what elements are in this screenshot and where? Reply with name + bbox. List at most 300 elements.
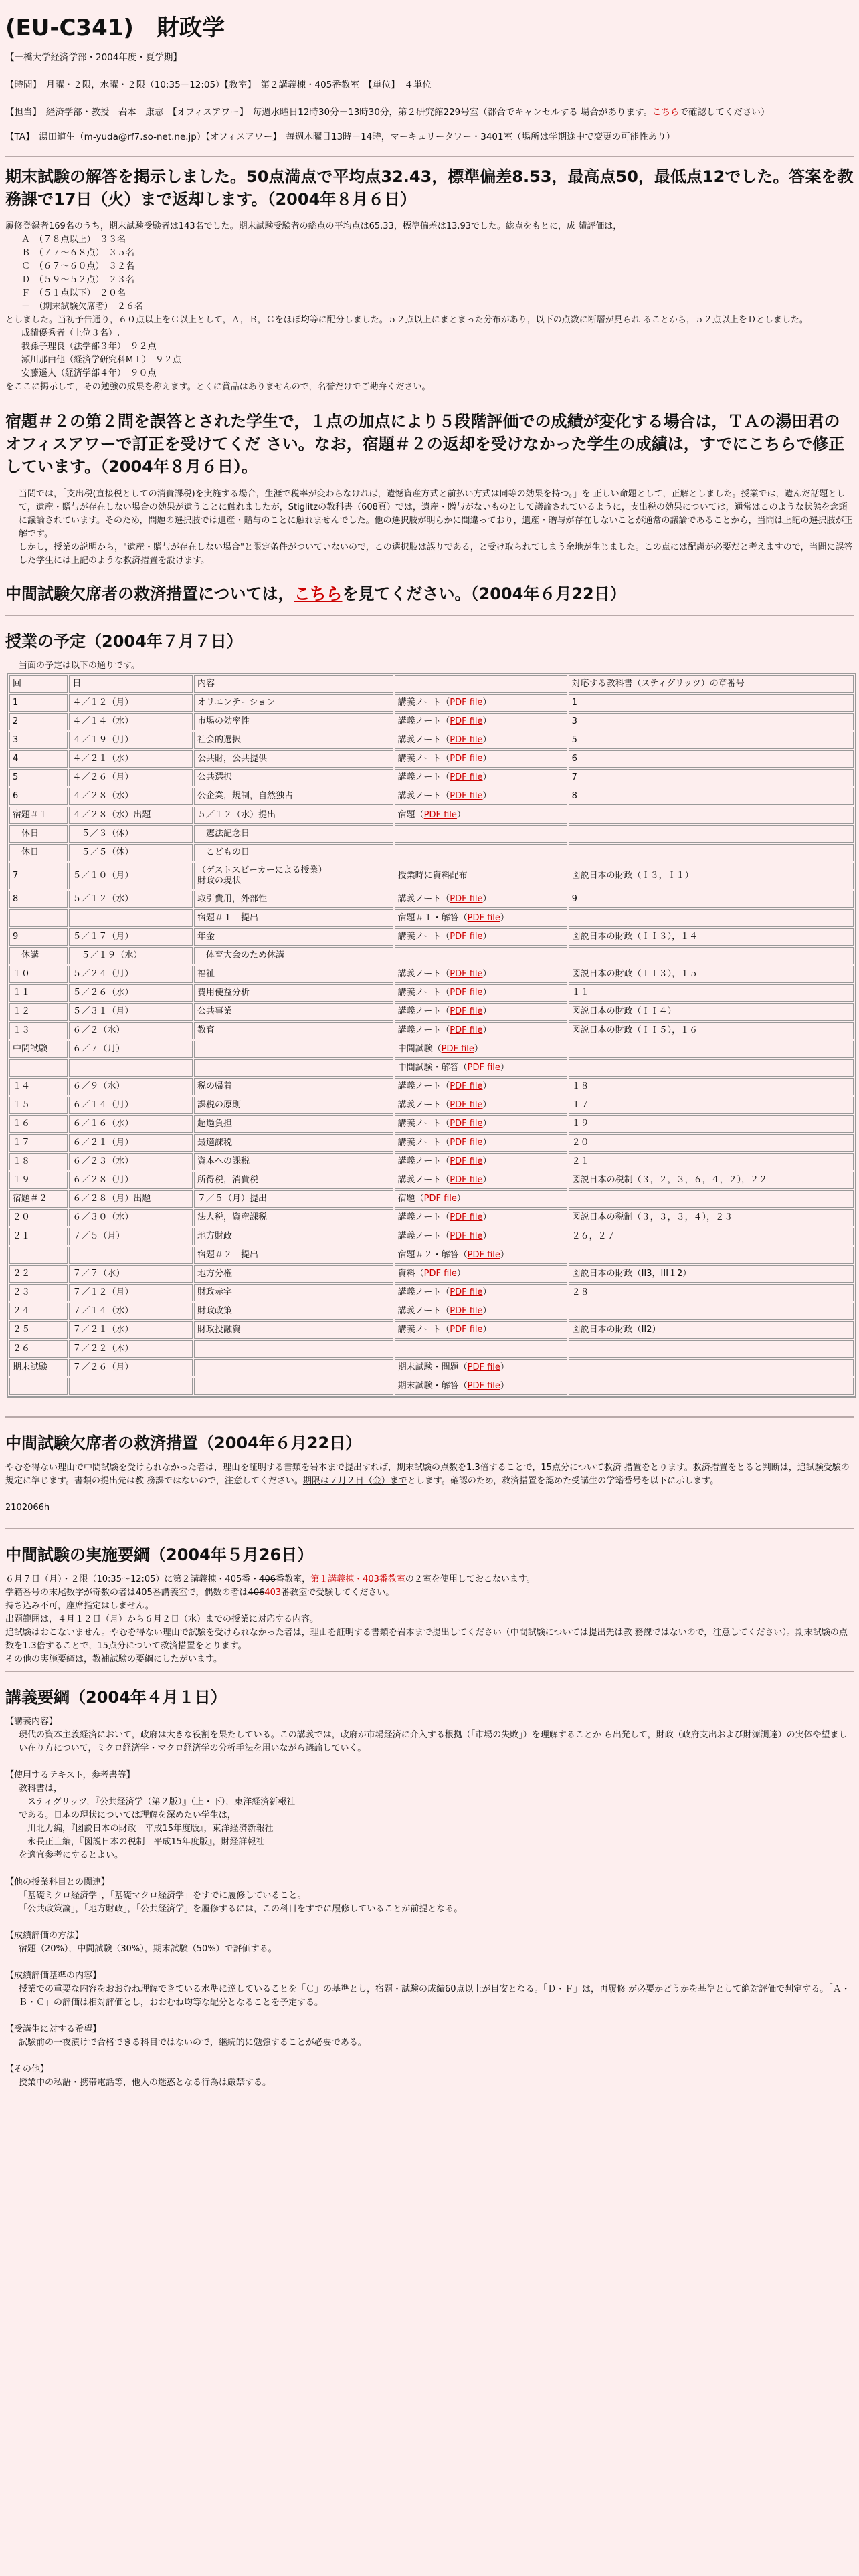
row-date-text: ６／２８（月）出題 <box>72 1194 151 1204</box>
final-notice-line: Ａ （７８点以上） ３３名 <box>21 235 126 245</box>
row-content <box>194 1041 393 1058</box>
row-material: 講義ノート（PDF file） <box>395 694 567 712</box>
row-material: 資料（PDF file） <box>395 1265 567 1283</box>
row-number <box>9 694 68 712</box>
row-date-text: ６／２１（月） <box>72 1138 134 1148</box>
table-row <box>9 947 854 964</box>
row-content <box>194 1303 393 1320</box>
row-material-text: 講義ノート <box>397 1231 442 1241</box>
row-number-text: １８ <box>13 1156 31 1166</box>
outline-block-line: 宿題（20%），中間試験（30%），期末試験（50%）で評価する。 <box>19 1944 277 1954</box>
row-content-text: 宿題＃１ 提出 <box>197 913 259 923</box>
outline-block-line: 永長正士編，『図説日本の税制 平成15年度版』，財経詳報社 <box>19 1837 265 1847</box>
row-date-text: ５／３１（月） <box>72 1006 134 1016</box>
row-date-text: ４／２６（月） <box>72 772 134 782</box>
row-number <box>9 909 68 927</box>
pdf-file-link[interactable]: PDF file <box>450 1231 483 1241</box>
pdf-file-link[interactable]: PDF file <box>450 1119 483 1129</box>
row-number-text: １０ <box>13 969 31 979</box>
row-number-text: １１ <box>13 988 31 998</box>
row-chapter <box>569 966 854 983</box>
row-number-text: ２１ <box>13 1231 31 1241</box>
row-date <box>69 750 193 768</box>
row-content <box>194 1022 393 1039</box>
row-number <box>9 1265 68 1283</box>
row-content <box>194 891 393 908</box>
row-date <box>69 863 193 889</box>
row-date-text: ５／１０（月） <box>72 871 134 881</box>
row-number-text: 6 <box>13 791 19 801</box>
pdf-file-link[interactable]: PDF file <box>450 932 483 942</box>
row-date <box>69 947 193 964</box>
schedule-line: 【時間】 月曜・２限，水曜・２限（10:35－12:05）【教室】 第２講義棟・405番教室 【単位】 ４単位 <box>5 80 432 90</box>
homework-notice-body <box>5 488 854 568</box>
row-content <box>194 825 393 843</box>
row-number <box>9 807 68 824</box>
row-date <box>69 1041 193 1058</box>
pdf-file-link[interactable]: PDF file <box>450 988 483 998</box>
row-number-text: 7 <box>13 871 19 881</box>
table-row <box>9 1228 854 1245</box>
midterm-l2-red: 403 <box>264 1588 282 1598</box>
row-chapter <box>569 1265 854 1283</box>
pdf-file-link[interactable]: PDF file <box>423 1269 457 1279</box>
row-content-text: 地方財政 <box>197 1231 233 1241</box>
pdf-file-link[interactable]: PDF file <box>450 735 483 745</box>
pdf-file-link[interactable]: PDF file <box>450 1156 483 1166</box>
row-material-text: 中間試験・解答 <box>397 1063 459 1073</box>
schedule-table <box>7 673 856 1398</box>
row-content-text: こどもの日 <box>197 847 250 857</box>
midterm-relief-link[interactable]: こちら <box>294 584 343 603</box>
relief-student-id: 2102066h <box>5 1503 50 1513</box>
row-number-text: 宿題＃２ <box>13 1194 48 1204</box>
row-chapter <box>569 713 854 730</box>
row-number <box>9 1209 68 1226</box>
row-date <box>69 1265 193 1283</box>
row-material-text: 宿題＃１・解答 <box>397 913 459 923</box>
row-number <box>9 1247 68 1264</box>
table-row <box>9 825 854 843</box>
pdf-file-link[interactable]: PDF file <box>450 1212 483 1222</box>
row-number <box>9 1228 68 1245</box>
row-chapter-text: 図説日本の税制（３，３，３，４），２３ <box>571 1212 733 1222</box>
row-number <box>9 1041 68 1058</box>
row-date-text: ７／１２（月） <box>72 1287 134 1297</box>
row-date-text: ６／９（水） <box>72 1081 125 1091</box>
midterm-heading: 中間試験の実施要綱（2004年５月26日） <box>5 1545 314 1564</box>
row-chapter <box>569 1378 854 1395</box>
office-hour-link[interactable]: こちら <box>652 107 680 118</box>
course-subtitle: 【一橋大学経済学部・2004年度・夏学期】 <box>5 52 182 63</box>
final-notice-line: 成績優秀者（上位３名）, <box>21 328 120 338</box>
midterm-l2a: 学籍番号の末尾数字が奇数の者は405番講義室で，偶数の者は <box>5 1588 248 1598</box>
row-number <box>9 1078 68 1095</box>
table-row <box>9 1303 854 1320</box>
header-no: 回 <box>9 675 68 693</box>
row-content <box>194 1228 393 1245</box>
row-chapter-text: 図説日本の財政（Ｉ３，Ｉ１） <box>571 871 694 881</box>
row-chapter <box>569 947 854 964</box>
row-content-text: 課税の原則 <box>197 1100 242 1110</box>
row-date <box>69 1284 193 1301</box>
row-number-text: ２５ <box>13 1325 31 1335</box>
midterm-relief-notice <box>5 582 854 605</box>
row-date <box>69 1303 193 1320</box>
row-date <box>69 1059 193 1077</box>
row-date-text: ４／１２（月） <box>72 697 134 708</box>
row-number-text: １９ <box>13 1175 31 1185</box>
pdf-file-link[interactable]: PDF file <box>423 810 457 820</box>
midterm-line-1 <box>5 1573 854 1586</box>
row-chapter <box>569 928 854 946</box>
row-content-text: 教育 <box>197 1025 215 1035</box>
row-content-text: 財政政策 <box>197 1306 233 1316</box>
row-material-text: 講義ノート <box>397 894 442 904</box>
row-material: 講義ノート（PDF file） <box>395 1078 567 1095</box>
pdf-file-link[interactable]: PDF file <box>450 1175 483 1185</box>
row-number <box>9 713 68 730</box>
row-chapter <box>569 1134 854 1152</box>
row-date <box>69 966 193 983</box>
row-content-text: 公共事業 <box>197 1006 233 1016</box>
row-date <box>69 1134 193 1152</box>
row-material-text: 講義ノート <box>397 697 442 708</box>
row-content-text: 地方分権 <box>197 1269 233 1279</box>
row-chapter-text: ２８ <box>571 1287 589 1297</box>
row-material: 講義ノート（PDF file） <box>395 713 567 730</box>
pdf-file-link[interactable]: PDF file <box>467 1381 500 1391</box>
row-material: 講義ノート（PDF file） <box>395 984 567 1002</box>
row-number <box>9 1097 68 1114</box>
row-material <box>395 825 567 843</box>
header-content: 内容 <box>194 675 393 693</box>
pdf-file-link[interactable]: PDF file <box>450 1006 483 1016</box>
midterm-l2b: 番教室で受験してください。 <box>281 1588 395 1598</box>
row-number-text: １３ <box>13 1025 31 1035</box>
row-material-text: 講義ノート <box>397 1025 442 1035</box>
row-number <box>9 769 68 786</box>
row-chapter-text: 3 <box>571 716 577 726</box>
midterm-line-4: 出題範囲は，４月１２日（月）から６月２日（水）までの授業に対応する内容。 <box>5 1614 319 1624</box>
row-content <box>194 788 393 805</box>
table-row <box>9 1153 854 1170</box>
row-material-text: 宿題＃２・解答 <box>397 1250 459 1260</box>
outline-block-title: 【成績評価の方法】 <box>5 1931 84 1941</box>
row-material: 講義ノート（PDF file） <box>395 1097 567 1114</box>
midterm-l1c: の２室を使用しておこないます。 <box>405 1574 535 1584</box>
row-date <box>69 694 193 712</box>
midterm-line-5: 追試験はおこないません。やむを得ない理由で試験を受けられなかった者は，理由を証明する書類を岩本まで提出してください（中間試験については提出先は教 務課ではないので，注意してください）。期末試験の点数を1.3倍することで，15点分について救済措置をとります。 <box>5 1628 848 1651</box>
teacher-line <box>5 106 854 119</box>
row-number <box>9 732 68 749</box>
relief-text-a: やむを得ない理由で中間試験を受けられなかった者は，理由を証明する書類を岩本まで提出すれば，期末試験の点数を1.3倍することで，15点分について救済 措置をとります。救済措置をとると判断は，追試験受験の規定に準じます。書類の提出先は教 務課ではないので，注意してください。 <box>5 1463 850 1486</box>
schedule-body <box>9 694 854 1395</box>
table-row <box>9 928 854 946</box>
midterm-relief-text-a: 中間試験欠席者の救済措置については， <box>5 584 294 603</box>
row-number-text: １５ <box>13 1100 31 1110</box>
row-content-text: 公企業，規制，自然独占 <box>197 791 294 801</box>
table-row <box>9 1078 854 1095</box>
row-date-text: ７／１４（水） <box>72 1306 134 1316</box>
row-content-text: 体育大会のため休講 <box>197 950 285 960</box>
row-content <box>194 1340 393 1358</box>
table-row <box>9 984 854 1002</box>
row-date <box>69 1340 193 1358</box>
outline-block-line: を適宜参考にするとよい。 <box>19 1850 124 1860</box>
row-content <box>194 1247 393 1264</box>
midterm-line-2 <box>5 1586 854 1600</box>
pdf-file-link[interactable]: PDF file <box>441 1044 474 1054</box>
row-material-text: 講義ノート <box>397 969 442 979</box>
midterm-body <box>5 1573 854 1667</box>
row-material: 講義ノート（PDF file） <box>395 788 567 805</box>
row-chapter-text: ２６，２７ <box>571 1231 615 1241</box>
pdf-file-link[interactable]: PDF file <box>467 1250 500 1260</box>
row-date <box>69 1378 193 1395</box>
row-material: 講義ノート（PDF file） <box>395 1172 567 1189</box>
outline-block-line: 川北力編，『図説日本の財政 平成15年度版』，東洋経済新報社 <box>19 1824 274 1834</box>
row-chapter <box>569 732 854 749</box>
row-material: 講義ノート（PDF file） <box>395 1003 567 1021</box>
final-notice-line: 我孫子理良（法学部３年） ９２点 <box>21 342 157 352</box>
row-date-text: ５／２６（水） <box>72 988 134 998</box>
row-number-text: 休日 <box>13 847 39 857</box>
row-content <box>194 1359 393 1376</box>
row-date-text: ５／３（休） <box>72 829 134 839</box>
row-date-text: ４／２８（水） <box>72 791 134 801</box>
row-content-text: 財政投融資 <box>197 1325 242 1335</box>
final-notice-line: 瀬川那由他（経済学研究科M１） ９２点 <box>21 355 181 365</box>
row-number <box>9 825 68 843</box>
row-material-text: 中間試験 <box>397 1044 433 1054</box>
row-date <box>69 788 193 805</box>
row-chapter <box>569 1359 854 1376</box>
row-date-text: ７／２２（木） <box>72 1344 134 1354</box>
midterm-line-6: その他の実施要綱は，教補試験の要綱にしたがいます。 <box>5 1654 222 1665</box>
outline-block-line: 試験前の一夜漬けで合格できる科目ではないので，継続的に勉強することが必要である。 <box>19 2038 367 2048</box>
row-content <box>194 1134 393 1152</box>
row-content-text: 費用便益分析 <box>197 988 250 998</box>
row-date <box>69 825 193 843</box>
table-row <box>9 1134 854 1152</box>
row-chapter <box>569 1340 854 1358</box>
pdf-file-link[interactable]: PDF file <box>467 913 500 923</box>
row-content <box>194 1115 393 1133</box>
outline-block <box>5 2063 854 2090</box>
row-content <box>194 1284 393 1301</box>
row-material: 講義ノート（PDF file） <box>395 1153 567 1170</box>
row-chapter-text: １７ <box>571 1100 589 1110</box>
row-chapter <box>569 1303 854 1320</box>
midterm-l1b: 番教室， <box>276 1574 311 1584</box>
row-material-text: 講義ノート <box>397 1306 442 1316</box>
row-date-text: ４／２８（水）出題 <box>72 810 151 820</box>
row-chapter <box>569 788 854 805</box>
row-content-text: 法人税，資産課税 <box>197 1212 268 1222</box>
pdf-file-link[interactable]: PDF file <box>450 1100 483 1110</box>
row-material <box>395 844 567 861</box>
outline-block-title: 【受講生に対する希望】 <box>5 2024 102 2034</box>
row-material: 期末試験・解答（PDF file） <box>395 1378 567 1395</box>
pdf-file-link[interactable]: PDF file <box>450 894 483 904</box>
row-material-text: 講義ノート <box>397 1156 442 1166</box>
final-notice-line: Ｃ （６７～６０点） ３２名 <box>21 261 135 272</box>
row-content <box>194 966 393 983</box>
table-row <box>9 1209 854 1226</box>
row-number-text: 期末試験 <box>13 1362 48 1372</box>
row-content-text: 憲法記念日 <box>197 829 250 839</box>
table-row <box>9 1097 854 1114</box>
row-content-text: ５／１２（水）提出 <box>197 810 276 820</box>
row-content <box>194 1172 393 1189</box>
row-material: 講義ノート（PDF file） <box>395 928 567 946</box>
table-row <box>9 1172 854 1189</box>
row-material: 講義ノート（PDF file） <box>395 1022 567 1039</box>
relief-deadline: 期限は７月２日（金）まで <box>302 1476 407 1486</box>
row-number-text: 2 <box>13 716 19 726</box>
row-chapter <box>569 825 854 843</box>
row-material: 講義ノート（PDF file） <box>395 1284 567 1301</box>
row-material-text: 講義ノート <box>397 932 442 942</box>
pdf-file-link[interactable]: PDF file <box>450 969 483 979</box>
row-content <box>194 1209 393 1226</box>
pdf-file-link[interactable]: PDF file <box>450 772 483 782</box>
row-content <box>194 807 393 824</box>
pdf-file-link[interactable]: PDF file <box>450 1325 483 1335</box>
row-material: 期末試験・問題（PDF file） <box>395 1359 567 1376</box>
row-number <box>9 984 68 1002</box>
row-number <box>9 947 68 964</box>
row-chapter <box>569 1247 854 1264</box>
row-number <box>9 1378 68 1395</box>
row-number-text: ２３ <box>13 1287 31 1297</box>
row-number-text: １７ <box>13 1138 31 1148</box>
row-chapter-text: ２０ <box>571 1138 589 1148</box>
row-content-text: 取引費用，外部性 <box>197 894 268 904</box>
table-row <box>9 1265 854 1283</box>
row-material-text: 期末試験・問題 <box>397 1362 459 1372</box>
pdf-file-link[interactable]: PDF file <box>450 1081 483 1091</box>
teacher-line-a: 【担当】 経済学部・教授 岩本 康志 【オフィスアワー】 毎週水曜日12時30分－13時30分，第２研究館229号室（都合でキャンセルする 場合があります。 <box>5 107 652 118</box>
pdf-file-link[interactable]: PDF file <box>450 791 483 801</box>
pdf-file-link[interactable]: PDF file <box>450 697 483 708</box>
row-date-text: ６／２８（月） <box>72 1175 134 1185</box>
row-date-text: ６／２３（水） <box>72 1156 134 1166</box>
row-material-text: 期末試験・解答 <box>397 1381 459 1391</box>
outline-block <box>5 1876 854 1916</box>
row-date <box>69 928 193 946</box>
row-number-text: 4 <box>13 754 19 764</box>
homework-notice-heading: 宿題＃２の第２問を誤答とされた学生で，１点の加点により５段階評価での成績が変化する場合は，ＴＡの湯田君のオフィスアワーで訂正を受けてくだ さい。なお，宿題＃２の返却を受けなかった学生の成績は，すでにこちらで修正しています。（2004年８月６日）。 <box>5 412 845 476</box>
schedule-heading: 授業の予定（2004年７月７日） <box>5 632 243 651</box>
row-date <box>69 1190 193 1208</box>
row-material-text: 講義ノート <box>397 754 442 764</box>
row-chapter <box>569 1153 854 1170</box>
row-date <box>69 891 193 908</box>
row-content-text: （ゲストスピーカーによる授業） 財政の現状 <box>197 865 327 886</box>
pdf-file-link[interactable]: PDF file <box>423 1194 457 1204</box>
midterm-l1-red: 第１講義棟・403番教室 <box>310 1574 405 1584</box>
row-content <box>194 1265 393 1283</box>
row-number <box>9 1303 68 1320</box>
row-chapter-text: 5 <box>571 735 577 745</box>
final-notice-line: Ｄ （５９～５２点） ２３名 <box>21 275 135 285</box>
row-number <box>9 1022 68 1039</box>
row-number <box>9 1359 68 1376</box>
row-date-text: ５／５（休） <box>72 847 134 857</box>
row-date <box>69 807 193 824</box>
pdf-file-link[interactable]: PDF file <box>450 1138 483 1148</box>
row-material: 中間試験（PDF file） <box>395 1041 567 1058</box>
row-material: 宿題＃１・解答（PDF file） <box>395 909 567 927</box>
row-chapter <box>569 1190 854 1208</box>
row-chapter <box>569 1228 854 1245</box>
pdf-file-link[interactable]: PDF file <box>450 716 483 726</box>
row-chapter-text: 図説日本の財政（ＩＩ４） <box>571 1006 676 1016</box>
table-row <box>9 844 854 861</box>
row-chapter-text: 図説日本の財政（ＩＩ３），１４ <box>571 932 698 942</box>
row-number-text: 3 <box>13 735 19 745</box>
table-row <box>9 807 854 824</box>
row-content <box>194 732 393 749</box>
outline-block-title: 【その他】 <box>5 2064 50 2074</box>
row-chapter <box>569 1284 854 1301</box>
row-chapter <box>569 863 854 889</box>
row-content <box>194 750 393 768</box>
pdf-file-link[interactable]: PDF file <box>450 1306 483 1316</box>
final-notice-line: 履修登録者169名のうち，期末試験受験者は143名でした。期末試験受験者の総点の平均点は65.33，標準偏差は13.93でした。総点をもとに，成 績評価は， <box>5 221 622 231</box>
outline-block-line: 授業での重要な内容をおおむね理解できている水準に達していることを「Ｃ」の基準とし，宿題・試験の成績60点以上が目安となる。「Ｄ・Ｆ」は，再履修 が必要かどうかを基準として絶対評価で判定する。「Ａ・Ｂ・Ｃ」の評価は相対評価とし，おおむね均等な配分となることを予定する。 <box>19 1984 850 2008</box>
outline-block-line: 現代の資本主義経済において，政府は大きな役割を果たしている。この講義では，政府が市場経済に介入する根拠（「市場の失敗」）を理解することか ら出発して，財政（政府支出および財源調達）の実体や望ましい在り方について，ミクロ経済学・マクロ経済学の分析手法を用いながら議論していく。 <box>19 1730 848 1753</box>
midterm-l2-strike: 406 <box>248 1588 265 1598</box>
row-chapter-text: 図説日本の税制（３，２，３，６，４，２），２２ <box>571 1175 768 1185</box>
pdf-file-link[interactable]: PDF file <box>450 1025 483 1035</box>
row-chapter-text: 8 <box>571 791 577 801</box>
row-chapter <box>569 1321 854 1339</box>
row-material-text: 講義ノート <box>397 1100 442 1110</box>
row-number-text: ２４ <box>13 1306 31 1316</box>
final-notice-line: をここに掲示して，その勉強の成果を称えます。とくに賞品はありませんので，名誉だけでご勘弁ください。 <box>5 382 431 392</box>
pdf-file-link[interactable]: PDF file <box>450 754 483 764</box>
row-chapter-text: １９ <box>571 1119 589 1129</box>
row-content-text: 市場の効率性 <box>197 716 250 726</box>
row-content-text: 公共選択 <box>197 772 233 782</box>
table-row <box>9 713 854 730</box>
row-material-text: 講義ノート <box>397 1138 442 1148</box>
row-chapter-text: 図説日本の財政（ＩＩ３），１５ <box>571 969 698 979</box>
pdf-file-link[interactable]: PDF file <box>450 1287 483 1297</box>
row-chapter <box>569 750 854 768</box>
midterm-relief-text-b: を見てください。（2004年６月22日） <box>342 584 626 603</box>
row-chapter-text: 図説日本の財政（ＩＩ５），１６ <box>571 1025 698 1035</box>
divider <box>5 1528 854 1529</box>
pdf-file-link[interactable]: PDF file <box>467 1063 500 1073</box>
table-row <box>9 694 854 712</box>
row-content <box>194 984 393 1002</box>
row-material-text: 講義ノート <box>397 791 442 801</box>
pdf-file-link[interactable]: PDF file <box>467 1362 500 1372</box>
table-row <box>9 769 854 786</box>
row-material: 講義ノート（PDF file） <box>395 1321 567 1339</box>
outline-heading: 講義要綱（2004年４月１日） <box>5 1688 227 1707</box>
table-row <box>9 1340 854 1358</box>
row-chapter <box>569 694 854 712</box>
row-number-text: １６ <box>13 1119 31 1129</box>
final-exam-notice-body <box>5 220 854 394</box>
row-material-text: 講義ノート <box>397 772 442 782</box>
row-number <box>9 1284 68 1301</box>
